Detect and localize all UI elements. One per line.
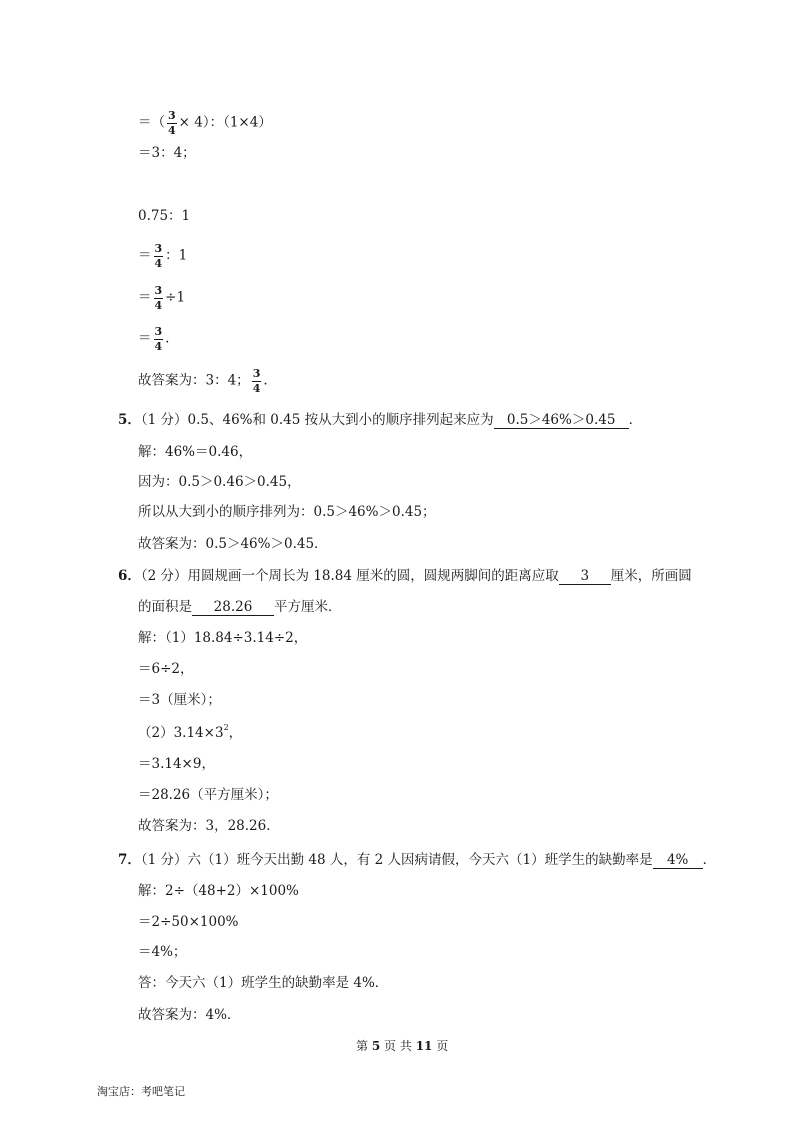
- q6-stem-2: 的面积是 28.26 平方厘米．: [138, 599, 342, 615]
- q4-line-5: ＝ $\frac{3}{4}$ ÷1: [138, 284, 186, 312]
- q7-solution-1: 解：2÷（48+2）×100%: [138, 883, 299, 899]
- q7-stem: 7．（1 分）六（1）班今天出勤 48 人，有 2 人因病请假，今天六（1）班学生的缺勤率是 4% ．: [118, 852, 717, 868]
- fraction: $\frac{3}{4}$: [154, 242, 163, 270]
- shop-label: 淘宝店：考吧笔记: [97, 1085, 185, 1098]
- q5-answer: 故答案为：0.5＞46%＞0.45．: [138, 536, 328, 552]
- q7-solution-4: 答：今天六（1）班学生的缺勤率是 4%．: [138, 975, 389, 991]
- question-number: 5．: [118, 412, 141, 428]
- answer-blank: 0.5＞46%＞0.45: [494, 413, 629, 429]
- q6-solution-2: ＝6÷2，: [138, 661, 194, 677]
- q6-solution-5: ＝3.14×9，: [138, 756, 215, 772]
- answer-blank: 3: [559, 569, 611, 585]
- q4-line-1: ＝（ $\frac{3}{4}$ × 4）：（1×4）: [138, 109, 272, 137]
- q5-stem: 5．（1 分）0.5、46%和 0.45 按从大到小的顺序排列起来应为 0.5＞46%＞0.45 ．: [118, 412, 643, 428]
- q7-solution-2: ＝2÷50×100%: [138, 914, 239, 930]
- page-footer: 第 5 页 共 11 页: [356, 1039, 449, 1053]
- fraction: $\frac{3}{4}$: [168, 109, 176, 137]
- q6-solution-1: 解：（1）18.84÷3.14÷2，: [138, 630, 308, 646]
- q7-solution-3: ＝4%；: [138, 944, 187, 960]
- q4-line-2: ＝3：4；: [138, 145, 196, 161]
- question-number: 6．: [118, 568, 141, 584]
- q6-solution-4: $(2)3.14\times 3^2$，: [138, 723, 243, 741]
- q5-solution-1: 解：46%＝0.46，: [138, 444, 253, 460]
- q6-stem-1: 6．（2 分）用圆规画一个周长为 18.84 厘米的圆，圆规两脚间的距离应取 3 厘米，所画圆: [118, 568, 692, 584]
- q6-solution-6: ＝28.26（平方厘米）；: [138, 787, 278, 803]
- fraction: $\frac{3}{4}$: [154, 325, 163, 353]
- q4-answer: 故答案为：3：4； $\frac{3}{4}$ .: [138, 367, 268, 395]
- fraction: $\frac{3}{4}$: [154, 284, 163, 312]
- q6-solution-3: ＝3（厘米）；: [138, 692, 221, 708]
- answer-blank: 4%: [653, 853, 703, 869]
- q4-line-4: ＝ $\frac{3}{4}$ ：1: [138, 242, 188, 270]
- q4-line-3: 0.75：1: [138, 208, 191, 224]
- q5-solution-3: 所以从大到小的顺序排列为：0.5＞46%＞0.45；: [138, 504, 436, 520]
- fraction: $\frac{3}{4}$: [252, 367, 261, 395]
- q5-solution-2: 因为：0.5＞0.46＞0.45，: [138, 474, 301, 490]
- question-number: 7．: [118, 852, 141, 868]
- q7-answer: 故答案为：4%．: [138, 1007, 241, 1023]
- q4-line-6: ＝ $\frac{3}{4}$ .: [138, 325, 170, 353]
- q6-answer: 故答案为：3，28.26．: [138, 818, 280, 834]
- answer-blank: 28.26: [192, 600, 274, 616]
